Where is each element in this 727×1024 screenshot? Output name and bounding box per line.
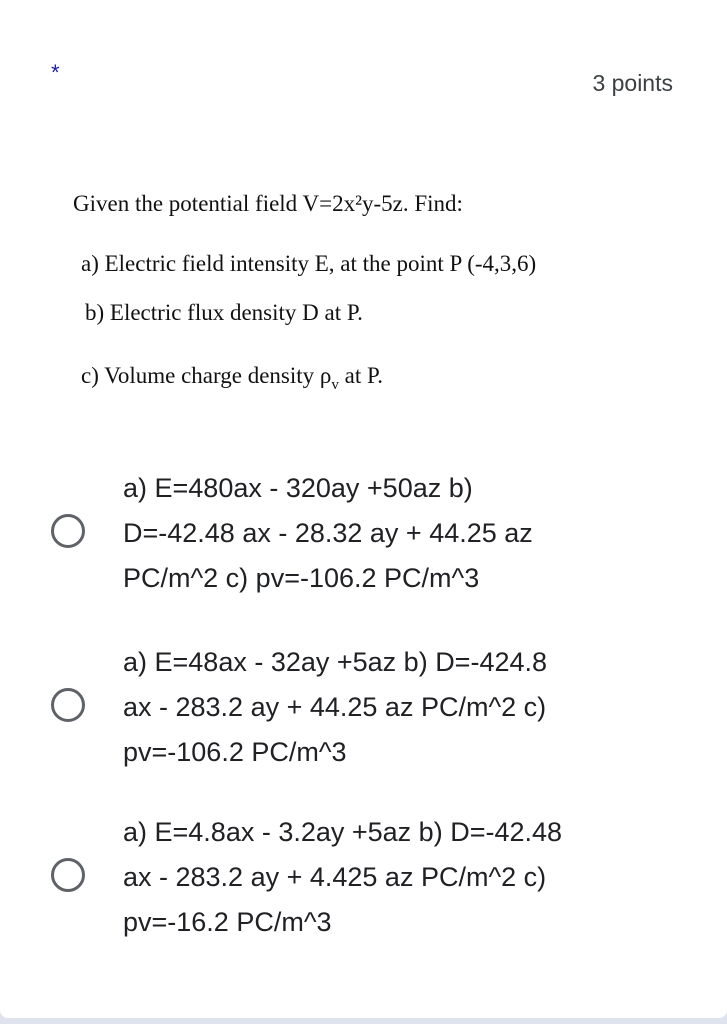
answer-option-1-label bbox=[123, 466, 663, 601]
required-asterisk: * bbox=[51, 60, 60, 85]
answer-option-3[interactable] bbox=[0, 810, 727, 950]
answer-option-2-line-1: a) E=48ax - 32ay +5az b) D=-424.8 bbox=[123, 647, 548, 677]
question-line-b: b) Electric flux density D at P. bbox=[85, 300, 363, 325]
question-line-c-text: c) Volume charge density ρ bbox=[81, 363, 332, 388]
question-line-c-tail: at P. bbox=[344, 363, 383, 388]
rho-subscript: v bbox=[331, 377, 339, 393]
points-label: 3 points bbox=[592, 70, 673, 96]
answer-option-2[interactable] bbox=[0, 640, 727, 780]
answer-option-1-line-1: a) E=480ax - 320ay +50az b) bbox=[123, 473, 473, 503]
radio-button-3[interactable] bbox=[51, 858, 85, 892]
answer-option-2-line-2: ax - 283.2 ay + 44.25 az PC/m^2 c) bbox=[123, 692, 547, 722]
answer-option-3-line-1: a) E=4.8ax - 3.2ay +5az b) D=-42.48 bbox=[123, 817, 563, 847]
radio-button-1[interactable] bbox=[51, 514, 85, 548]
answer-option-1-line-3: PC/m^2 c) pv=-106.2 PC/m^3 bbox=[123, 563, 480, 593]
answer-option-2-line-3: pv=-106.2 PC/m^3 bbox=[123, 737, 347, 767]
radio-button-2[interactable] bbox=[51, 688, 85, 722]
answer-option-3-line-3: pv=-16.2 PC/m^3 bbox=[123, 907, 332, 937]
question-line-a: a) Electric field intensity E, at the point P (-4,3,6) bbox=[81, 251, 537, 276]
answer-option-3-label bbox=[123, 810, 663, 945]
answer-option-1[interactable] bbox=[0, 466, 727, 606]
question-line-c bbox=[81, 362, 383, 393]
question-line-intro: Given the potential field V=2x²y-5z. Find: bbox=[73, 191, 463, 216]
answer-option-2-label bbox=[123, 640, 663, 775]
answer-option-1-line-2: D=-42.48 ax - 28.32 ay + 44.25 az bbox=[123, 518, 533, 548]
answer-option-3-line-2: ax - 283.2 ay + 4.425 az PC/m^2 c) bbox=[123, 862, 547, 892]
